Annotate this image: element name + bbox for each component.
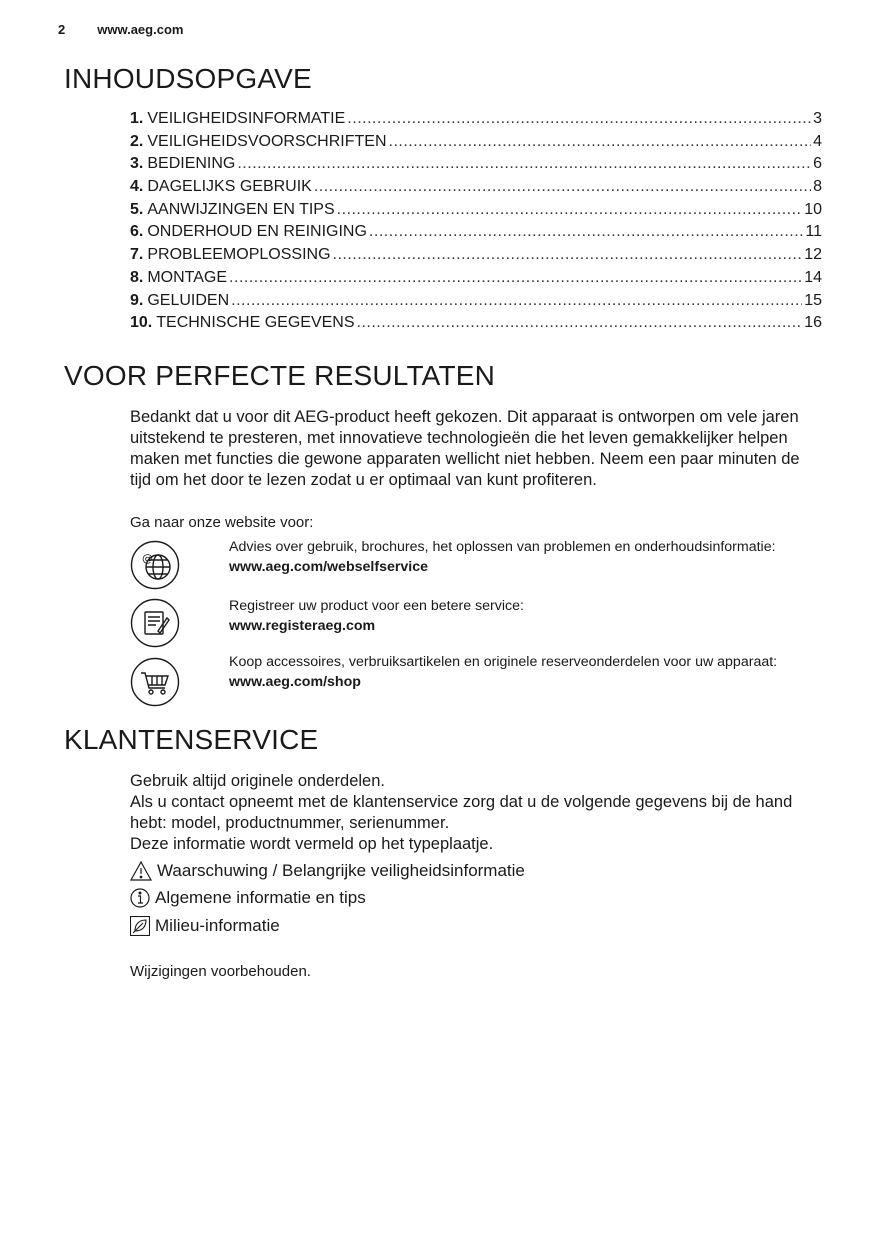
section-title-results: VOOR PERFECTE RESULTATEN: [64, 360, 496, 391]
page-number: 2: [58, 22, 66, 37]
globe-icon: [130, 540, 180, 590]
service-text: Advies over gebruik, brochures, het oplossen van problemen en onderhoudsinformatie:: [229, 539, 776, 555]
toc-item[interactable]: 10. TECHNISCHE GEGEVENS ..... 16: [130, 314, 822, 337]
toc-page: 15: [804, 291, 822, 309]
toc-label: PROBLEEMOPLOSSING: [147, 246, 331, 264]
toc-page: 3: [813, 110, 822, 127]
service-line-parts: Gebruik altijd originele onderdelen.: [130, 772, 385, 790]
service-text: Registreer uw product voor een betere service:: [229, 598, 524, 614]
cart-icon: [130, 657, 180, 707]
toc-label: BEDIENING: [147, 155, 236, 173]
service-link[interactable]: www.aeg.com/shop: [229, 673, 361, 690]
footer-note: Wijzigingen voorbehouden.: [130, 963, 311, 980]
service-line-typeplate: Deze informatie wordt vermeld op het typeplaatje.: [130, 835, 494, 853]
section-title-customer-service: KLANTENSERVICE: [64, 724, 319, 755]
toc-page: 14: [804, 268, 822, 286]
legend-environment: [130, 912, 525, 940]
toc-page: 4: [813, 132, 822, 150]
legend-warning: [130, 857, 525, 885]
warning-icon: [130, 861, 152, 881]
toc-item[interactable]: 9. GELUIDEN ..... 15: [130, 292, 822, 315]
legend-label: Algemene informatie en tips: [155, 888, 366, 908]
service-link[interactable]: www.aeg.com/webselfservice: [229, 558, 428, 575]
toc-page: 12: [804, 246, 822, 264]
toc-label: VEILIGHEIDSVOORSCHRIFTEN: [147, 132, 387, 150]
toc-item[interactable]: 2. VEILIGHEIDSVOORSCHRIFTEN ..... 4: [130, 133, 822, 156]
website-intro: Ga naar onze website voor:: [130, 514, 314, 531]
leaf-icon: [130, 916, 150, 936]
toc-title: INHOUDSOPGAVE: [64, 63, 312, 94]
toc-label: AANWIJZINGEN EN TIPS: [147, 200, 335, 218]
toc-item[interactable]: 4. DAGELIJKS GEBRUIK ..... 8: [130, 178, 822, 201]
toc-item[interactable]: 7. PROBLEEMOPLOSSING ..... 12: [130, 246, 822, 269]
legend-label: Milieu-informatie: [155, 915, 280, 935]
service-line-contact: Als u contact opneemt met de klantenservice zorg dat u de volgende gegevens bij de hand hebt: model, productnummer, serienummer.: [130, 793, 793, 832]
svg-text:@: @: [142, 552, 153, 565]
toc-page: 11: [805, 223, 822, 241]
toc-page: 10: [804, 200, 822, 218]
page-header: [58, 22, 183, 37]
toc-item[interactable]: 8. MONTAGE ..... 14: [130, 269, 822, 292]
register-icon: [130, 598, 180, 648]
toc-item[interactable]: 5. AANWIJZINGEN EN TIPS ..... 10: [130, 201, 822, 224]
toc-label: ONDERHOUD EN REINIGING: [147, 223, 367, 241]
toc-label: TECHNISCHE GEGEVENS: [156, 314, 355, 332]
header-website[interactable]: www.aeg.com: [97, 22, 184, 37]
toc-label: VEILIGHEIDSINFORMATIE: [147, 110, 346, 127]
toc-page: 8: [813, 178, 822, 196]
toc-page: 6: [813, 155, 822, 173]
info-icon: [130, 888, 150, 908]
toc-item[interactable]: 6. ONDERHOUD EN REINIGING ..... 11: [130, 223, 822, 246]
symbol-legend: [130, 857, 525, 940]
toc-page: 16: [804, 314, 822, 332]
toc-item[interactable]: 1. VEILIGHEIDSINFORMATIE ..... 3: [130, 110, 822, 133]
toc-item[interactable]: 3. BEDIENING ..... 6: [130, 155, 822, 178]
service-text: Koop accessoires, verbruiksartikelen en originele reserveonderdelen voor uw apparaat:: [229, 654, 778, 670]
table-of-contents: [130, 110, 822, 337]
legend-info: [130, 885, 525, 913]
toc-label: GELUIDEN: [147, 291, 230, 309]
service-link[interactable]: www.registeraeg.com: [229, 617, 376, 634]
toc-label: DAGELIJKS GEBRUIK: [147, 178, 312, 196]
intro-paragraph: Bedankt dat u voor dit AEG-product heeft gekozen. Dit apparaat is ontworpen om vele jaren uitstekend te presteren, met innovatieve technologieën die het leven gemakkelijker helpen maken met functies die gewone apparaten wellicht niet hebben. Neem een paar minuten de tijd om het door te lezen zodat u er optimaal van kunt profiteren.: [130, 408, 800, 489]
legend-label: Waarschuwing / Belangrijke veiligheidsinformatie: [157, 860, 525, 880]
toc-label: MONTAGE: [147, 268, 228, 286]
